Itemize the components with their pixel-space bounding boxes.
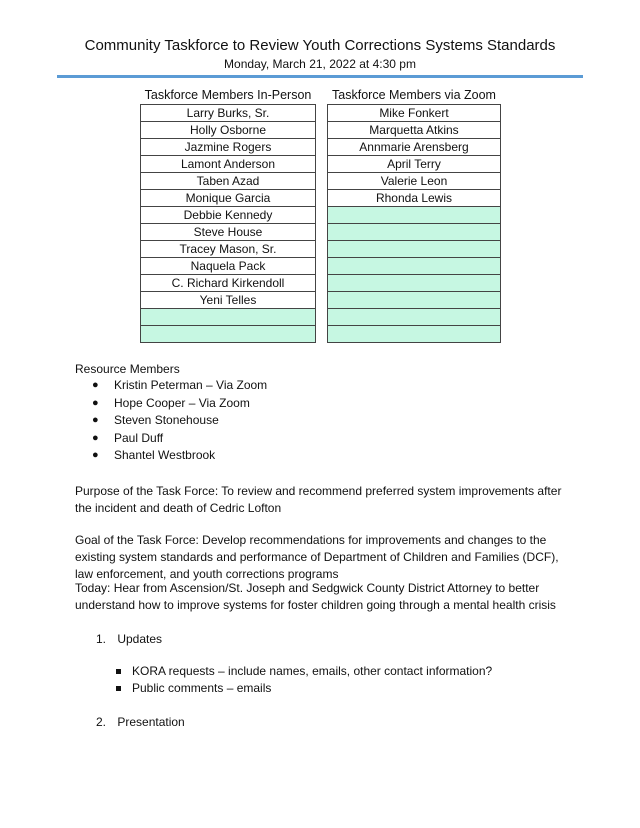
member-cell: April Terry <box>328 156 501 173</box>
member-cell: Naquela Pack <box>141 258 316 275</box>
member-row <box>141 105 316 122</box>
member-cell <box>328 241 501 258</box>
member-cell: Steve House <box>141 224 316 241</box>
member-cell <box>141 309 316 326</box>
bullet-icon: ● <box>92 379 99 391</box>
member-cell <box>328 258 501 275</box>
member-row <box>141 292 316 309</box>
member-cell <box>328 275 501 292</box>
member-cell <box>328 309 501 326</box>
member-row <box>141 224 316 241</box>
in-person-members-table <box>140 104 316 343</box>
agenda-item-presentation <box>96 715 185 729</box>
updates-subitem-text: Public comments – emails <box>132 681 272 695</box>
member-cell: Jazmine Rogers <box>141 139 316 156</box>
resource-member-item <box>92 395 267 413</box>
meeting-date: Monday, March 21, 2022 at 4:30 pm <box>224 57 416 71</box>
today-paragraph: Today: Hear from Ascension/St. Joseph and Sedgwick County District Attorney to better understand how to improve systems for foster children going through a mental health crisis <box>75 581 556 612</box>
member-row <box>141 190 316 207</box>
member-row <box>328 173 501 190</box>
member-row <box>328 139 501 156</box>
member-row <box>328 292 501 309</box>
member-cell: Tracey Mason, Sr. <box>141 241 316 258</box>
member-cell <box>141 326 316 343</box>
member-row <box>141 122 316 139</box>
resource-member-name: Steven Stonehouse <box>114 413 219 427</box>
member-row <box>141 309 316 326</box>
member-row <box>328 241 501 258</box>
agenda-number: 1. <box>96 632 107 646</box>
member-row <box>141 173 316 190</box>
zoom-members-table <box>327 104 501 343</box>
member-cell: Yeni Telles <box>141 292 316 309</box>
member-row <box>328 258 501 275</box>
square-bullet-icon <box>116 686 121 691</box>
member-row <box>328 105 501 122</box>
document-title: Community Taskforce to Review Youth Corrections Systems Standards <box>84 37 556 54</box>
member-row <box>328 309 501 326</box>
member-row <box>328 207 501 224</box>
purpose-paragraph: Purpose of the Task Force: To review and recommend preferred system improvements after the incident and death of Cedric Lofton <box>75 484 562 515</box>
in-person-header: Taskforce Members In-Person <box>144 88 312 102</box>
member-cell: Rhonda Lewis <box>328 190 501 207</box>
agenda-number: 2. <box>96 715 107 729</box>
member-row <box>141 207 316 224</box>
member-cell: Mike Fonkert <box>328 105 501 122</box>
resource-member-name: Shantel Westbrook <box>114 448 216 462</box>
member-row <box>141 139 316 156</box>
bullet-icon: ● <box>92 449 99 461</box>
member-row <box>141 241 316 258</box>
bullet-icon: ● <box>92 414 99 426</box>
square-bullet-icon <box>116 669 121 674</box>
member-row <box>141 156 316 173</box>
resource-member-item <box>92 377 267 395</box>
member-cell <box>328 224 501 241</box>
updates-subitem <box>116 663 492 680</box>
member-cell: Valerie Leon <box>328 173 501 190</box>
member-row <box>328 275 501 292</box>
member-row <box>328 326 501 343</box>
member-row <box>141 258 316 275</box>
member-row <box>328 156 501 173</box>
member-cell <box>328 292 501 309</box>
member-cell: Larry Burks, Sr. <box>141 105 316 122</box>
member-cell <box>328 326 501 343</box>
resource-member-item <box>92 412 267 430</box>
resource-member-name: Hope Cooper – Via Zoom <box>114 395 250 410</box>
bullet-icon: ● <box>92 431 99 444</box>
goal-paragraph: Goal of the Task Force: Develop recommendations for improvements and changes to the existing system standards and performance of Department of Children and Families (DCF), law enforcement, and youth corrections programs <box>75 533 559 581</box>
resource-members-label: Resource Members <box>75 362 180 376</box>
agenda-label: Updates <box>117 632 163 646</box>
member-cell: Marquetta Atkins <box>328 122 501 139</box>
resource-member-item <box>92 430 267 448</box>
member-cell: Debbie Kennedy <box>141 207 316 224</box>
resource-member-name: Kristin Peterman – Via Zoom <box>114 378 268 392</box>
resource-member-item <box>92 447 267 465</box>
member-cell: Monique Garcia <box>141 190 316 207</box>
agenda-label: Presentation <box>117 715 185 729</box>
member-cell: Annmarie Arensberg <box>328 139 501 156</box>
agenda-item-updates <box>96 632 162 646</box>
resource-members-list <box>92 377 267 465</box>
member-row <box>328 122 501 139</box>
zoom-header: Taskforce Members via Zoom <box>332 88 496 102</box>
member-cell: C. Richard Kirkendoll <box>141 275 316 292</box>
member-cell: Holly Osborne <box>141 122 316 139</box>
updates-subitem-text: KORA requests – include names, emails, other contact information? <box>132 664 493 678</box>
bullet-icon: ● <box>92 396 99 409</box>
member-row <box>141 275 316 292</box>
member-row <box>328 224 501 241</box>
member-row <box>328 190 501 207</box>
member-cell: Taben Azad <box>141 173 316 190</box>
member-row <box>141 326 316 343</box>
updates-subitem <box>116 680 492 697</box>
resource-member-name: Paul Duff <box>114 430 164 445</box>
member-cell <box>328 207 501 224</box>
updates-sublist <box>116 663 492 697</box>
header-divider <box>57 75 583 78</box>
member-cell: Lamont Anderson <box>141 156 316 173</box>
